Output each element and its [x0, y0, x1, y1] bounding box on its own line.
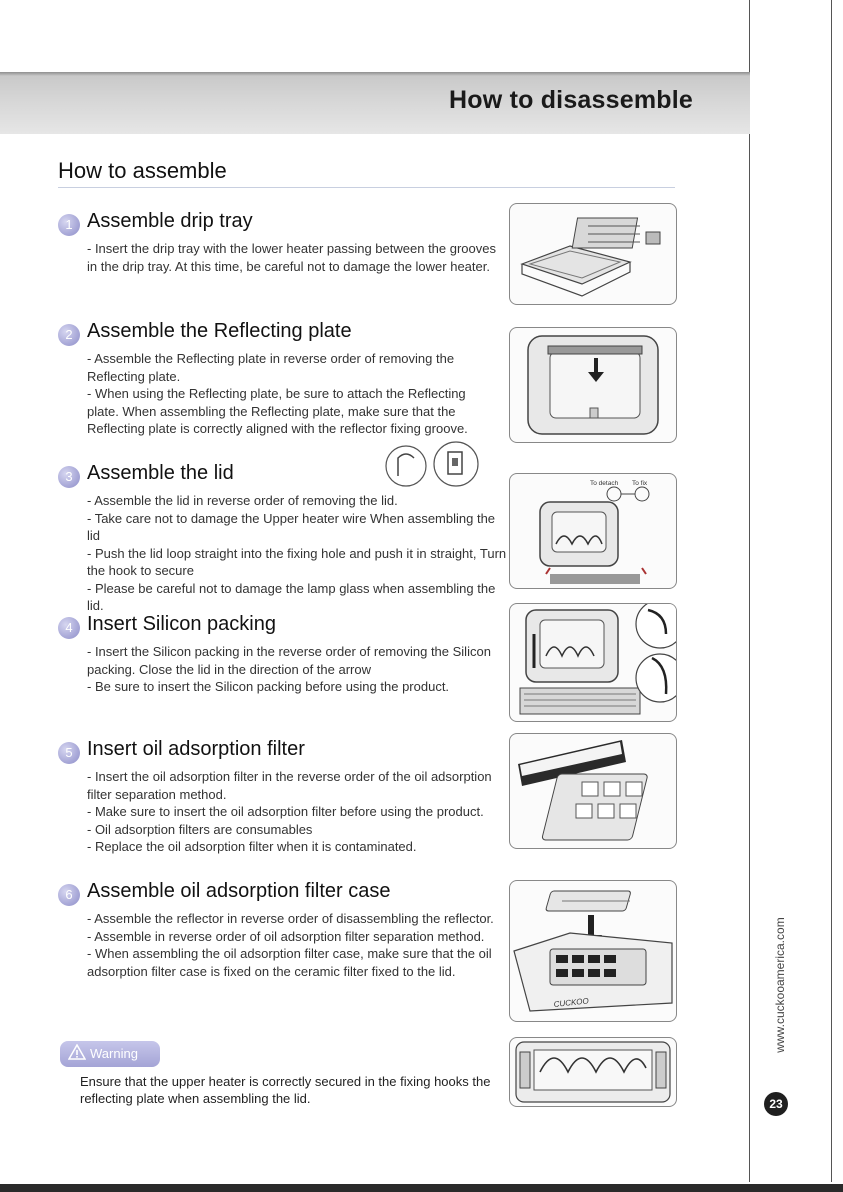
step-title: Assemble oil adsorption filter case — [87, 880, 391, 902]
website-url: www.cuckooamerica.com — [773, 917, 787, 1053]
page-number: 23 — [764, 1092, 788, 1116]
step-title: Insert oil adsorption filter — [87, 738, 305, 760]
warning-text: Ensure that the upper heater is correctly secured in the fixing hooks the reflecting plate when assembling the lid. — [80, 1074, 491, 1106]
instruction-line: - Assemble the lid in reverse order of removing the lid. — [87, 493, 398, 508]
step-number-badge: 4 — [58, 617, 80, 639]
step-instructions — [87, 240, 507, 275]
reflecting-plate-illustration — [510, 328, 676, 442]
page-title: How to disassemble — [449, 86, 693, 114]
silicon-packing-illustration — [510, 604, 676, 721]
figure-upper-heater-hooks — [509, 1037, 677, 1107]
lid-illustration — [510, 474, 676, 588]
step-instructions — [87, 492, 507, 615]
instruction-line: - Assemble the reflector in reverse order of disassembling the reflector. — [87, 911, 494, 926]
warning-triangle-icon — [68, 1044, 86, 1060]
to-detach-label: To detach — [590, 480, 619, 487]
instruction-line: - Push the lid loop straight into the fixing hole and push it in straight, Turn the hook to secure — [87, 545, 507, 578]
step-number-badge: 6 — [58, 884, 80, 906]
bottom-edge-bar — [0, 1184, 843, 1192]
instruction-line: - Replace the oil adsorption filter when it is contaminated. — [87, 839, 417, 854]
step-title: Assemble the lid — [87, 462, 234, 484]
step-title: Assemble the Reflecting plate — [87, 320, 352, 342]
instruction-line: - Assemble the Reflecting plate in reverse order of removing the Reflecting plate. — [87, 351, 455, 384]
to-fix-label: To fix — [632, 480, 648, 487]
filter-case-illustration — [510, 881, 676, 1021]
instruction-line: - Make sure to insert the oil adsorption filter before using the product. — [87, 804, 484, 819]
step-instructions — [87, 910, 507, 980]
step-instructions — [87, 643, 507, 696]
figure-reflecting-plate — [509, 327, 677, 443]
upper-heater-illustration — [510, 1038, 676, 1106]
figure-drip-tray — [509, 203, 677, 305]
step-title: Assemble drip tray — [87, 210, 253, 232]
brand-logo-text: CUCKOO — [553, 996, 590, 1009]
warning-badge — [60, 1041, 160, 1067]
page-edge-line-outer — [831, 0, 832, 1182]
step-title: Insert Silicon packing — [87, 613, 276, 635]
section-title: How to assemble — [58, 158, 227, 183]
figure-lid — [509, 473, 677, 589]
step-instructions — [87, 350, 482, 438]
reflector-fixing-groove-detail — [384, 440, 484, 492]
figure-oil-adsorption-filter — [509, 733, 677, 849]
oil-filter-illustration — [510, 734, 676, 848]
instruction-line: - Please be careful not to damage the lamp glass when assembling the lid. — [87, 580, 496, 613]
figure-silicon-packing — [509, 603, 677, 722]
instruction-line: - Take care not to damage the Upper heater wire When assembling the lid — [87, 510, 496, 543]
page-edge-line — [749, 0, 750, 1182]
instruction-line: - Insert the oil adsorption filter in the reverse order of the oil adsorption filter separation method. — [87, 769, 492, 802]
instruction-line: - When assembling the oil adsorption filter case, make sure that the oil adsorption filter case is fixed on the ceramic filter fixed to the lid. — [87, 946, 492, 979]
instruction-line: - Be sure to insert the Silicon packing before using the product. — [87, 679, 450, 694]
instruction-line: - Assemble in reverse order of oil adsorption filter separation method. — [87, 928, 485, 944]
step-number-badge: 3 — [58, 466, 80, 488]
instruction-line: - When using the Reflecting plate, be sure to attach the Reflecting plate. When assembling the Reflecting plate, make sure that the Reflecting plate is correctly aligned with the reflector fixing groove. — [87, 386, 468, 436]
section-divider — [58, 187, 675, 188]
warning-label: Warning — [90, 1046, 138, 1061]
instruction-line: - Insert the drip tray with the lower heater passing between the grooves in the drip tray. At this time, be careful not to damage the lower heater. — [87, 241, 496, 274]
step-number-badge: 1 — [58, 214, 80, 236]
instruction-line: - Oil adsorption filters are consumables — [87, 821, 313, 837]
step-number-badge: 2 — [58, 324, 80, 346]
step-number-badge: 5 — [58, 742, 80, 764]
figure-oil-filter-case — [509, 880, 677, 1022]
instruction-line: - Insert the Silicon packing in the reverse order of removing the Silicon packing. Close the lid in the direction of the arrow — [87, 644, 491, 677]
step-instructions — [87, 768, 507, 856]
drip-tray-illustration — [510, 204, 676, 304]
